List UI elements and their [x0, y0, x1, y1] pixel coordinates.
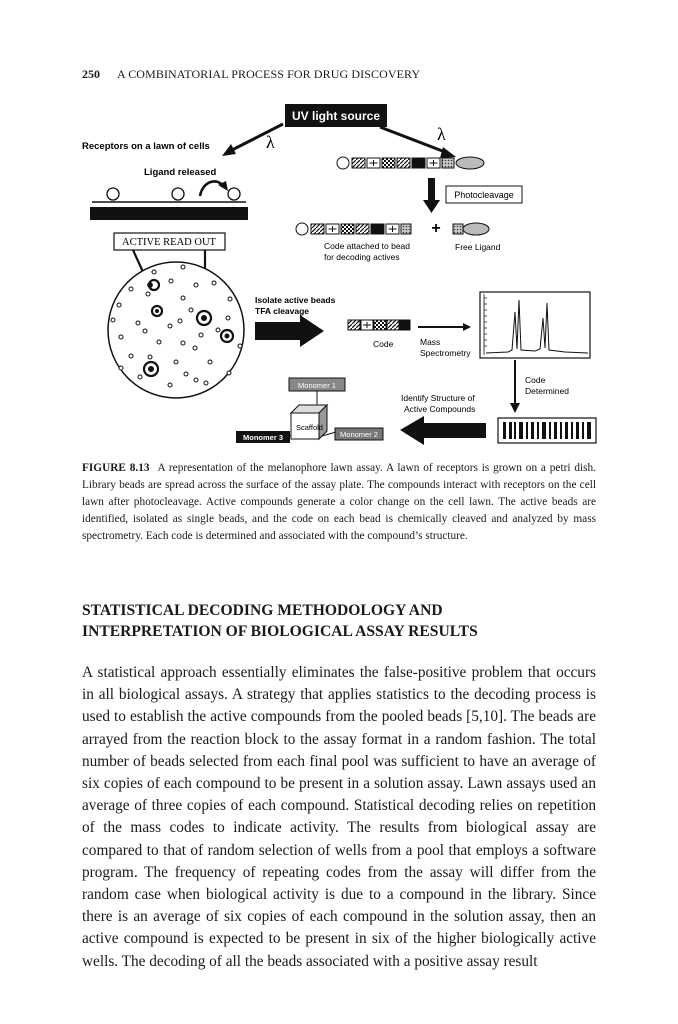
page-number: 250	[82, 67, 100, 81]
receptors-label: Receptors on a lawn of cells	[82, 141, 210, 152]
barcode	[498, 418, 596, 443]
code-determined-label-1: Code	[525, 375, 546, 385]
monomer3-label: Monomer 3	[242, 433, 284, 442]
identify-label-2: Active Compounds	[404, 404, 476, 414]
code-determined-label-2: Determined	[525, 386, 569, 396]
bead-chain-top	[337, 157, 484, 169]
photocleavage-label: Photocleavage	[454, 190, 514, 200]
uv-light-source-label: UV light source	[291, 109, 381, 123]
figure-label: FIGURE 8.13	[82, 462, 150, 474]
lambda-right: λ	[437, 124, 446, 144]
code-attached-label-2: for decoding actives	[324, 252, 400, 262]
uv-light-source	[285, 104, 387, 127]
active-readout-label: ACTIVE READ OUT	[122, 237, 216, 248]
monomer1-label: Monomer 1	[298, 381, 336, 390]
cleaved-code-bead	[296, 223, 411, 235]
figure-caption-text: A representation of the melanophore lawn assay. A lawn of receptors is grown on a petri dish. Library beads are spread across the surface of the assay plate. The compounds interact with receptors on the cell lawn after photocleavage. Active compounds generate a color change on the cell lawn. The active beads are identified, isolated as single beads, and the code on each bead is chemically cleaved and analyzed by mass spectrometry. Each code is determined and associated with the compound’s structure.	[82, 462, 596, 542]
scaffold-diagram	[236, 378, 383, 443]
code-fragment	[348, 320, 410, 330]
lambda-left: λ	[266, 132, 275, 152]
section-heading-line-2: INTERPRETATION OF BIOLOGICAL ASSAY RESULTS	[82, 623, 478, 640]
release-arrow	[200, 181, 223, 196]
monomer2-label: Monomer 2	[340, 430, 378, 439]
mass-spectrum	[480, 292, 590, 358]
mass-spec-arrow	[463, 323, 471, 331]
isolate-label-1: Isolate active beads	[255, 295, 336, 305]
uv-arrow-left	[232, 124, 283, 150]
cell-lawn-bar	[90, 207, 248, 220]
isolate-arrow	[255, 315, 324, 347]
code-label: Code	[373, 339, 394, 349]
body-paragraph: A statistical approach essentially eliminates the false-positive problem that occurs in all biological assays. A strategy that applies statistics to the decoding process is used to establish the active compounds from the pooled beads [5,10]. The beads are arrayed from the reaction block to the assay format in a random fashion. The total number of beads selected from each final pool was sufficient to have an average of six copies of each compound to be present in a solution assay. Lawn assays used an average of three copies of each compound. Statistical decoding relies on repetition of the mass codes to indicate activity. The results from biological assay are compared to that of random selection of wells from a pool that employs a software program. The frequency of repeating codes from the assay will differ from the random case when biological activity is due to a compound in the library. Since there is an average of six copies of each compound in the solution assay, then an active compound is expected to be present in six of the higher biologically active wells. The decoding of all the beads associated with a positive assay result	[82, 664, 596, 970]
scaffold-label: Scaffold	[296, 423, 323, 432]
code-determined-arrow	[510, 403, 520, 413]
ligand-released-label: Ligand released	[144, 167, 217, 178]
code-attached-label-1: Code attached to bead	[324, 241, 411, 251]
mass-label-2: Spectrometry	[420, 348, 471, 358]
section-heading	[82, 600, 596, 642]
uv-arrow-right	[380, 127, 445, 152]
free-ligand-shape	[453, 223, 489, 235]
figure-8-13	[0, 0, 678, 455]
plus-sign: +	[431, 220, 441, 237]
figure-caption	[82, 460, 596, 545]
mass-label-1: Mass	[420, 337, 441, 347]
identify-arrow	[400, 416, 486, 445]
identify-label-1: Identify Structure of	[401, 393, 475, 403]
free-ligand-label: Free Ligand	[455, 242, 501, 252]
receptor-circles	[107, 188, 240, 200]
isolate-label-2: TFA cleavage	[255, 306, 310, 316]
running-title: A COMBINATORIAL PROCESS FOR DRUG DISCOVERY	[117, 67, 421, 81]
section-heading-line-1: STATISTICAL DECODING METHODOLOGY AND	[82, 602, 443, 619]
photocleavage-arrow	[423, 200, 440, 213]
